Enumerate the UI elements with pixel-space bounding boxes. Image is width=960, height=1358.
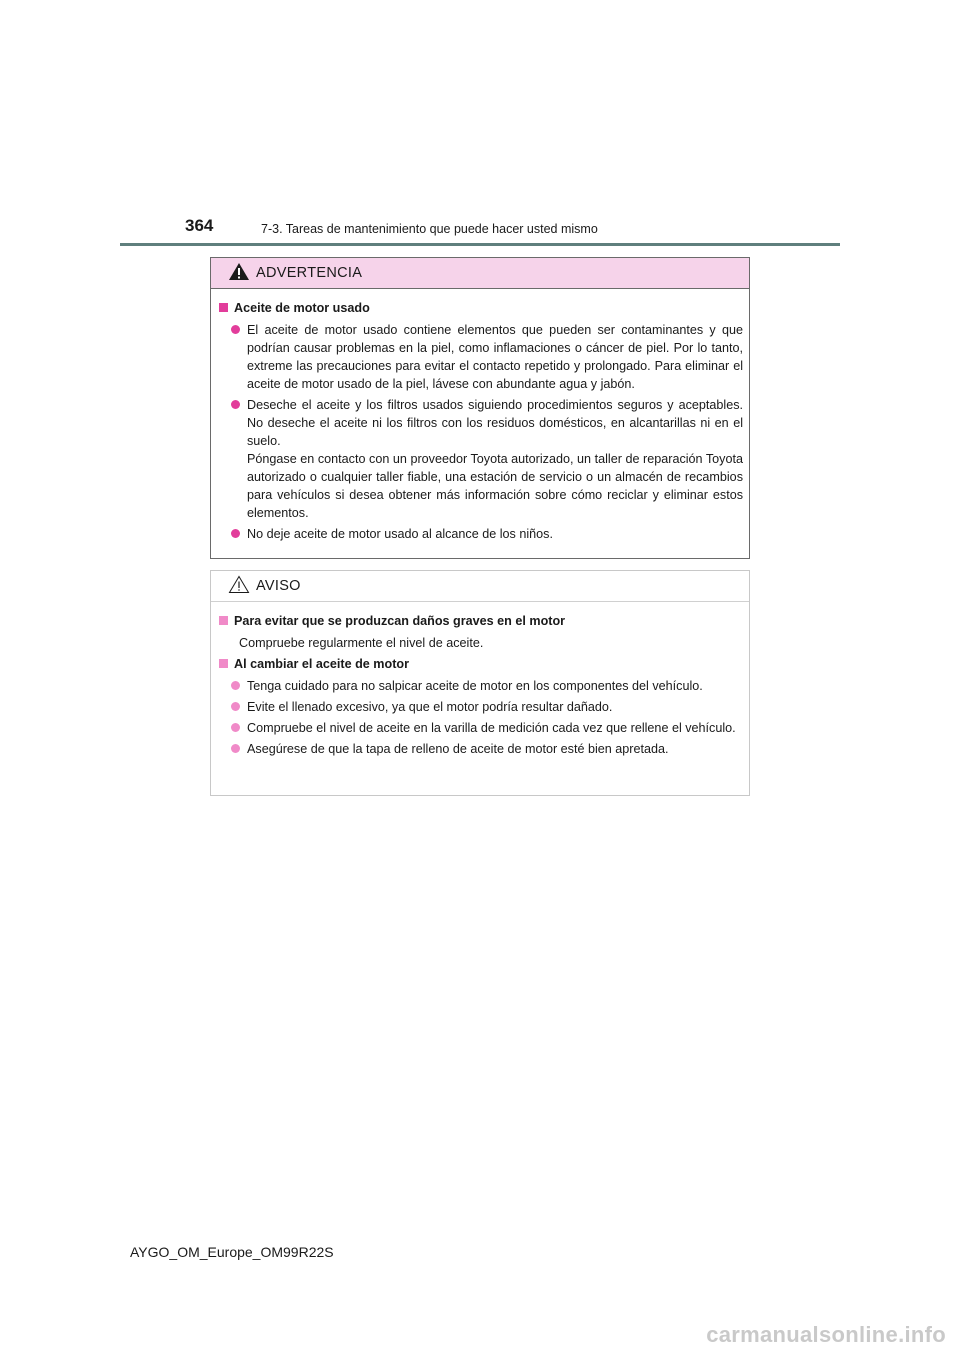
- warning-heading-text: Aceite de motor usado: [234, 301, 370, 315]
- notice-heading: [219, 612, 743, 630]
- warning-bullet-text: Deseche el aceite y los filtros usados siguiendo procedimientos seguros y aceptables. No deseche el aceite ni los filtros con los residuos domésticos, en alcantarillas ni en el suelo.: [247, 398, 743, 448]
- notice-box: [210, 570, 750, 796]
- warning-bullet-text: El aceite de motor usado contiene elementos que pueden ser contaminantes y que podrían causar problemas en la piel, como inflamaciones o cáncer de piel. Por lo tanto, extreme las precauciones para evitar el contacto repetido y prolongado. Para eliminar el aceite de motor usado de la piel, lávese con abundante agua y jabón.: [247, 323, 743, 391]
- warning-bullet: [219, 396, 743, 522]
- round-bullet-icon: [231, 681, 240, 690]
- notice-heading: [219, 655, 743, 673]
- round-bullet-icon: [231, 702, 240, 711]
- header-rule: [120, 243, 840, 246]
- notice-bullet: [219, 740, 743, 758]
- section-title: 7-3. Tareas de mantenimiento que puede hacer usted mismo: [261, 222, 598, 236]
- page-number: 364: [185, 216, 214, 235]
- notice-bullet: [219, 677, 743, 695]
- notice-heading-text: Para evitar que se produzcan daños graves en el motor: [234, 614, 566, 628]
- notice-bullet: [219, 719, 743, 737]
- notice-bullet-text: Asegúrese de que la tapa de relleno de aceite de motor esté bien apretada.: [247, 742, 669, 756]
- warning-box-body: [211, 289, 749, 543]
- warning-bullet: [219, 525, 743, 543]
- square-bullet-icon: [219, 659, 228, 668]
- square-bullet-icon: [219, 616, 228, 625]
- warning-bullet: [219, 321, 743, 393]
- notice-box-title: AVISO: [256, 578, 301, 594]
- notice-bullet-text: Evite el llenado excesivo, ya que el motor podría resultar dañado.: [247, 700, 613, 714]
- warning-triangle-icon: [228, 262, 256, 285]
- caution-triangle-icon: [228, 575, 256, 598]
- document-id: AYGO_OM_Europe_OM99R22S: [130, 1244, 334, 1260]
- notice-text: Compruebe regularmente el nivel de aceite.: [239, 636, 484, 650]
- warning-box-title: ADVERTENCIA: [256, 265, 363, 281]
- warning-box-header: [211, 258, 749, 289]
- notice-bullet-text: Compruebe el nivel de aceite en la varilla de medición cada vez que rellene el vehículo.: [247, 721, 736, 735]
- round-bullet-icon: [231, 723, 240, 732]
- round-bullet-icon: [231, 325, 240, 334]
- round-bullet-icon: [231, 744, 240, 753]
- notice-box-header: [211, 571, 749, 602]
- warning-box: [210, 257, 750, 559]
- round-bullet-icon: [231, 400, 240, 409]
- warning-heading: [219, 299, 743, 317]
- notice-box-body: [211, 602, 749, 758]
- warning-bullet-extra-text: Póngase en contacto con un proveedor Toyota autorizado, un taller de reparación Toyota autorizado o cualquier taller fiable, una estación de servicio o un almacén de recambios para vehículos si desea obtener más información sobre cómo reciclar y eliminar estos elementos.: [247, 452, 743, 520]
- round-bullet-icon: [231, 529, 240, 538]
- notice-bullet: [219, 698, 743, 716]
- notice-heading-text: Al cambiar el aceite de motor: [234, 657, 409, 671]
- square-bullet-icon: [219, 303, 228, 312]
- warning-bullet-text: No deje aceite de motor usado al alcance de los niños.: [247, 527, 553, 541]
- site-watermark: carmanualsonline.info: [706, 1322, 946, 1347]
- notice-bullet-text: Tenga cuidado para no salpicar aceite de motor en los componentes del vehículo.: [247, 679, 703, 693]
